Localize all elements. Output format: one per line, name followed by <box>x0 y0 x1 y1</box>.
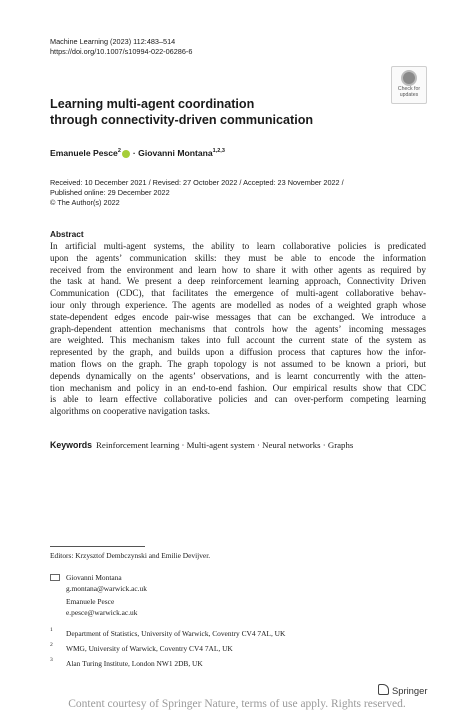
affiliation-number: 2 <box>50 642 53 648</box>
keywords-label: Keywords <box>50 440 93 450</box>
badge-line1: Check for <box>397 86 421 92</box>
abstract-line: received from the environment and learn how to share it with other agents as required by <box>50 264 426 275</box>
copyright-line: © The Author(s) 2022 <box>50 197 120 207</box>
journal-header <box>50 37 192 57</box>
orcid-icon[interactable] <box>122 150 130 158</box>
affiliation-text: WMG, University of Warwick, Coventry CV4 7AL, UK <box>66 644 233 653</box>
abstract-heading: Abstract <box>50 229 84 239</box>
keywords <box>50 440 353 450</box>
abstract-line: state-dependent edges encode pair-wise messages that can be exchanged. We introduce a <box>50 311 426 322</box>
affiliation-number: 1 <box>50 627 53 633</box>
abstract-line: are weighted. This mechanism takes into full account the current state of the system as <box>50 335 426 346</box>
author-separator: · <box>132 148 136 158</box>
envelope-icon <box>50 574 60 581</box>
publisher-name: Springer <box>392 685 428 696</box>
abstract-line: tion mechanism and policy in an end-to-end fashion. Our empirical results show that CDC <box>50 382 426 393</box>
title-line: Learning multi-agent coordination <box>50 97 255 111</box>
abstract-line: graph-dependent attention mechanisms that controls how the agents’ incoming messages <box>50 323 426 334</box>
abstract-line: is able to learn effective collaborative policies and can over-perform competing learning <box>50 394 426 405</box>
publication-dates <box>50 178 344 207</box>
author-affil-sup: 2 <box>117 148 121 155</box>
author-affil-sup: 1,2,3 <box>212 148 225 155</box>
check-updates-icon <box>401 70 417 86</box>
editors-note: Editors: Krzysztof Dembczynski and Emilie Devijver. <box>50 551 211 560</box>
springer-horse-icon <box>378 684 389 695</box>
abstract-body <box>50 241 426 418</box>
author-name: Giovanni Montana <box>138 148 213 158</box>
contact-email[interactable]: g.montana@warwick.ac.uk <box>66 583 147 593</box>
dates-line: Received: 10 December 2021 / Revised: 27 October 2022 / Accepted: 23 November 2022 / <box>50 178 344 187</box>
contact-email[interactable]: e.pesce@warwick.ac.uk <box>66 607 138 617</box>
abstract-line: represented by the graph, and builds upon a diffusion process that captures how the infor- <box>50 347 426 358</box>
abstract-line: Communication (CDC), that facilitates the emergence of multi-agent collaborative behav- <box>50 288 426 299</box>
check-for-updates-badge[interactable] <box>391 66 427 104</box>
journal-citation: Machine Learning (2023) 112:483–514 <box>50 37 176 46</box>
doi-link[interactable]: https://doi.org/10.1007/s10994-022-06286-6 <box>50 47 193 56</box>
paper-title <box>50 97 380 128</box>
keywords-text: Reinforcement learning · Multi-agent system · Neural networks · Graphs <box>96 440 354 450</box>
contact-entry <box>66 573 147 594</box>
abstract-line: In artificial multi-agent systems, the ability to learn collaborative policies is predicated <box>50 241 426 251</box>
abstract-line: depends dynamically on the agents’ observations, and is learnt concurrently with the atten- <box>50 370 426 381</box>
badge-line2: updates <box>399 91 419 98</box>
abstract-line: upon the agents’ communication skills: they must be able to encode the information <box>50 252 426 263</box>
abstract-line: iour only through experience. The agents are modelled as nodes of a weighted graph whose <box>50 299 426 310</box>
dates-line: Published online: 29 December 2022 <box>50 187 170 197</box>
contact-entry <box>66 597 137 618</box>
contact-name: Giovanni Montana <box>66 573 122 582</box>
footnote-divider <box>50 546 145 547</box>
author-list <box>50 148 225 158</box>
publisher-logo <box>378 684 427 696</box>
abstract-line: algorithms on cooperative navigation tasks. <box>50 406 210 417</box>
affiliation-text: Department of Statistics, University of Warwick, Coventry CV4 7AL, UK <box>66 629 286 638</box>
abstract-line: mation flows on the graph. The graph topology is not assumed to be known a priori, but <box>50 358 426 369</box>
author-name: Emanuele Pesce <box>50 148 118 158</box>
affiliation-number: 3 <box>50 657 53 663</box>
affiliation-text: Alan Turing Institute, London NW1 2DB, UK <box>66 659 203 668</box>
content-courtesy-footer: Content courtesy of Springer Nature, terms of use apply. Rights reserved. <box>68 698 406 710</box>
abstract-line: the task at hand. We present a deep reinforcement learning approach, Connectivity Driven <box>50 276 426 287</box>
title-line: through connectivity-driven communication <box>50 112 314 127</box>
contact-name: Emanuele Pesce <box>66 597 115 606</box>
